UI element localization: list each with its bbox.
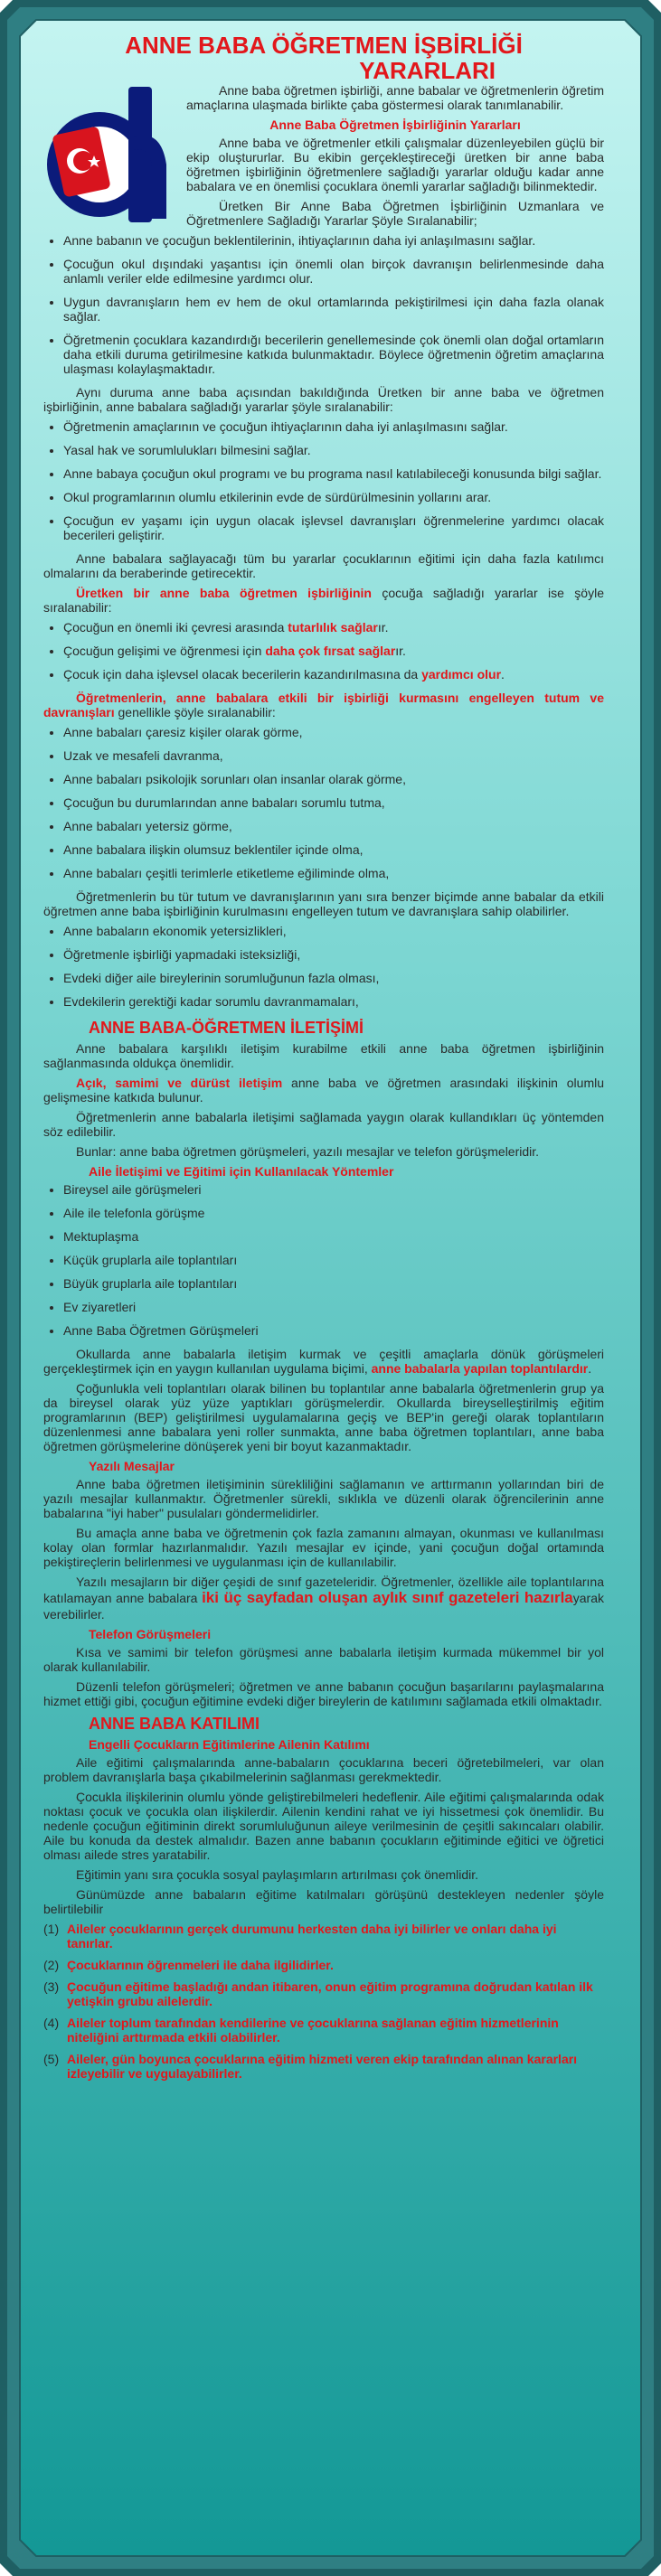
paragraph-10: Öğretmenlerin anne babalarla iletişimi sağlamada yaygın olarak kullandıkları üç yöntemden söz edilebilir. [43, 1110, 604, 1139]
title-line-2: YARARLARI [359, 57, 496, 84]
article [43, 33, 604, 2088]
section-heading-written-messages: Yazılı Mesajlar [89, 1459, 175, 1473]
paragraph-22: Günümüzde anne babaların eğitime katılmaları görüşünü destekleyen nedenler şöyle belirtilebilir [43, 1887, 604, 1916]
list-item: • Okul programlarının olumlu etkilerinin evde de sürdürülmesinin yollarını arar. [63, 490, 604, 504]
reasons-list [43, 1922, 604, 2081]
list-item: • Uzak ve mesafeli davranma, [63, 748, 604, 763]
list-item: • Anne babaları çaresiz kişiler olarak görme, [63, 725, 604, 739]
list-item: • Aile ile telefonla görüşme [63, 1206, 604, 1220]
list-item: • Anne babaları çeşitli terimlerle etiketleme eğiliminde olma, [63, 866, 604, 880]
paragraph-11: Bunlar: anne baba öğretmen görüşmeleri, yazılı mesajlar ve telefon görüşmeleridir. [76, 1144, 540, 1159]
list-item: (1) Aileler çocuklarının gerçek durumunu herkesten daha iyi bilirler ve onları daha iyi tanırlar. [43, 1922, 557, 1951]
paragraph-19: Aile eğitimi çalışmalarında anne-babaların çocuklarına beceri öğretebilmeleri, var olan problem davranışlarla başa çıkabilmelerinin sağlanması gerekmektedir. [43, 1755, 604, 1784]
list-item: • Anne babalara ilişkin olumsuz beklentiler içinde olma, [63, 842, 604, 857]
section-heading-phone-calls: Telefon Görüşmeleri [89, 1627, 212, 1641]
list-item: • Öğretmenin amaçlarının ve çocuğun ihtiyaçlarının daha iyi anlaşılmasını sağlar. [63, 419, 604, 434]
child-benefits-list [43, 620, 604, 682]
list-item: • Evdeki diğer aile bireylerinin sorumluğunun fazla olması, [63, 971, 604, 985]
teacher-benefits-list [43, 233, 604, 376]
list-item: • Yasal hak ve sorumlulukları bilmesini sağlar. [63, 443, 604, 457]
list-item: • Uygun davranışların hem ev hem de okul ortamlarında pekiştirilmesi için daha fazla olanak sağlar. [63, 295, 604, 324]
paragraph-14: Anne baba öğretmen iletişiminin sürekliliğini sağlamanın ve arttırmanın yollarından biri de yazılı mesajlar kullanmaktır. Öğretmenler sürekli, sıklıkla ve düzenli olarak öğrencilerinin anne babalarına "iyi haber" pusulaları göndermelidirler. [43, 1477, 604, 1520]
highlight-text: Öğretmenlerin, anne babalara etkili bir işbirliği kurmasını engelleyen tutum ve davranışları [43, 691, 604, 719]
paragraph-7: Öğretmenlerin bu tür tutum ve davranışlarının yanı sıra benzer biçimde anne babalar da etkili öğretmen anne baba işbirliğinin kurulmasını engelleyen tutum ve davranışlara sahip olabilirler. [43, 889, 604, 918]
list-item: • Evdekilerin gerektiği kadar sorumlu davranmamaları, [63, 994, 604, 1009]
highlight-text: daha çok fırsat sağlar [265, 644, 396, 658]
highlight-text: iki üç sayfadan oluşan aylık sınıf gazeteleri hazırla [202, 1589, 573, 1606]
paragraph-6: Öğretmenlerin, anne babalara etkili bir işbirliği kurmasını engelleyen tutum ve davranışları genellikle şöyle sıralanabilir: [43, 691, 604, 719]
paragraph-16: Yazılı mesajların bir diğer çeşidi de sınıf gazeteleridir. Öğretmenler, özellikle aile toplantılarına katılamayan anne babalara iki üç sayfadan oluşan aylık sınıf gazeteleri hazırlayarak verebilirler. [43, 1575, 604, 1622]
highlight-text: Açık, samimi ve dürüst iletişim [76, 1076, 283, 1090]
list-item: • Öğretmenin çocuklara kazandırdığı becerilerin genellemesinde çok önemli olan doğal ortamların daha etkili duruma getirilmesine katkıda bulunmaktadır. Böylece öğretmenin öğretim amaçlarına ulaşması kolaylaşmaktadır. [63, 333, 604, 376]
list-item: • Mektuplaşma [63, 1229, 604, 1244]
list-item: • Anne babaları yetersiz görme, [63, 819, 604, 833]
paragraph-3: Aynı duruma anne baba açısından bakıldığında Üretken bir anne baba ve öğretmen işbirliğinin, anne babalara sağladığı yararlar şöyle sıralanabilir: [43, 385, 604, 414]
section-heading-benefits: Anne Baba Öğretmen İşbirliğinin Yararları [269, 118, 521, 132]
list-item: • Çocuğun ev yaşamı için uygun olacak işlevsel davranışları öğrenmelerine yardımcı olacak becerileri geliştirir. [63, 513, 604, 542]
list-item: • Anne Baba Öğretmen Görüşmeleri [63, 1323, 604, 1338]
list-item: • Ev ziyaretleri [63, 1300, 604, 1314]
paragraph-15: Bu amaçla anne baba ve öğretmenin çok fazla zamanını almayan, okunması ve kullanılması kolay olan formlar hazırlanmalıdır. Yazılı mesajlar ev içinde, yani çocuğun doğal ortamında pekiştireçlerin belirlenmesi ve uygulanması için de kullanılabilir. [43, 1526, 604, 1569]
paragraph-20: Çocukla ilişkilerinin olumlu yönde geliştirebilmeleri hedeflenir. Aile eğitimi çalışmalarında odak noktası çocuk ve çocukla olan ilişkilerdir. Ailenin kendini rahat ve iyi hissetmesi çok önemlidir. Bu nedenle çocuğun eğitiminin direkt sorumluluğunun aileye verilmesinin de çeşitli sakıncaları olabilir. Aile bu konuda da destek almalıdır. Bazen anne babanın çocukların eğitiminde eğitici ve öğretici olması ailede stres yaratabilir. [43, 1790, 604, 1862]
paragraph-5 [43, 586, 604, 615]
paragraph-18: Düzenli telefon görüşmeleri; öğretmen ve anne babanın çocuğun başarılarını paylaşmalarına hizmet ettiği gibi, çocuğun eğitimine evdeki diğer bireylerin de katılımını sağlamada etkili olmaktadır. [43, 1679, 604, 1708]
list-item: • Anne babaları psikolojik sorunları olan insanlar olarak görme, [63, 772, 604, 786]
intro-paragraph: Anne baba öğretmen işbirliği, anne babalar ve öğretmenlerin öğretim amaçlarına ulaşmada birlikte çaba göstermesi olarak tanımlanabilir. [186, 83, 604, 112]
paragraph-2: Üretken Bir Anne Baba Öğretmen İşbirliğinin Uzmanlara ve Öğretmenlere Sağladığı Yararlar Şöyle Sıralanabilir; [186, 199, 604, 228]
title-line-1: ANNE BABA ÖĞRETMEN İŞBİRLİĞİ [125, 32, 523, 59]
list-item: • Çocuğun okul dışındaki yaşantısı için önemli olan birçok davranışın belirlenmesinde daha anlamlı veriler elde edilmesine yardımcı olur. [63, 257, 604, 286]
section-heading-methods: Aile İletişimi ve Eğitimi için Kullanılacak Yöntemler [89, 1164, 394, 1179]
highlight-text: anne babalarla yapılan toplantılardır [371, 1361, 589, 1376]
list-item: (2) Çocuklarının öğrenmeleri ile daha ilgilidirler. [43, 1958, 334, 1972]
list-item: • Büyük gruplarla aile toplantıları [63, 1276, 604, 1291]
highlight-text: Üretken bir anne baba öğretmen işbirliğinin [76, 586, 372, 600]
paragraph-17: Kısa ve samimi bir telefon görüşmesi anne babalarla iletişim kurmada mükemmel bir yol olarak kullanılabilir. [43, 1645, 604, 1674]
list-item: • Anne babaların ekonomik yetersizlikleri, [63, 924, 604, 938]
highlight-text: tutarlılık sağlar [288, 620, 378, 635]
paragraph-4: Anne babalara sağlayacağı tüm bu yararlar çocuklarının eğitimi için daha fazla katılımcı olmalarını da beraberinde getirecektir. [43, 551, 604, 580]
paragraph-8: Anne babalara karşılıklı iletişim kurabilme etkili anne baba öğretmen işbirliğinin sağlanmasında oldukça önemlidir. [43, 1041, 604, 1070]
list-item: (5) Aileler, gün boyunca çocuklarına eğitim hizmeti veren ekip tarafından alınan kararları izleyebilir ve uygulayabilirler. [43, 2052, 578, 2081]
list-item: • Anne babaya çocuğun okul programı ve bu programa nasıl katılabileceği konusunda bilgi sağlar. [63, 466, 604, 481]
list-item: • Öğretmenle işbirliği yapmadaki isteksizliği, [63, 947, 604, 962]
list-item: (3) Çocuğun eğitime başladığı andan itibaren, onun eğitim programına doğrudan katılan ilk yetişkin grubu ailelerdir. [43, 1979, 593, 2008]
paragraph-12: Okullarda anne babalarla iletişim kurmak ve çeşitli amaçlarla dönük görüşmeleri gerçekleştirmek için en yaygın kullanılan uygulama biçimi, anne babalarla yapılan toplantılardır. [43, 1347, 604, 1376]
list-item: • Küçük gruplarla aile toplantıları [63, 1253, 604, 1267]
paragraph-9: Açık, samimi ve dürüst iletişim anne baba ve öğretmen arasındaki ilişkinin olumlu gelişmesine katkıda bulunur. [43, 1076, 605, 1105]
paragraph-1: Anne baba ve öğretmenler etkili çalışmalar düzenleyebilen güçlü bir ekip oluştururlar. Bu ekibin gerçekleştireceği üretken bir anne baba öğretmen işbirliğinin öğretmenlere sağladığı yararlar olduğu kadar anne babalara ve en önemlisi çocuklara önemli yararlar sağladığı bilinmektedir. [186, 136, 604, 193]
list-item: • Çocuğun en önemli iki çevresi arasında tutarlılık sağlarır. [63, 620, 604, 635]
methods-list [43, 1182, 604, 1338]
paragraph-text: çocuğa sağladığı yararlar ise şöyle sıralanabilir: [43, 586, 604, 615]
teacher-barriers-list [43, 725, 604, 880]
list-item: • Çocuğun bu durumlarından anne babaları sorumlu tutma, [63, 795, 604, 810]
page-title [43, 33, 604, 83]
list-item: (4) Aileler toplum tarafından kendilerine ve çocuklarına sağlanan eğitim hizmetlerinin niteliğini arttırmada etkili olabilirler. [43, 2016, 559, 2045]
list-item: • Çocuk için daha işlevsel olacak becerilerin kazandırılmasına da yardımcı olur. [63, 667, 604, 682]
highlight-text: yardımcı olur [421, 667, 502, 682]
parent-barriers-list [43, 924, 604, 1009]
section-heading-communication: ANNE BABA-ÖĞRETMEN İLETİŞİMİ [89, 1019, 364, 1037]
list-item: • Bireysel aile görüşmeleri [63, 1182, 604, 1197]
list-item: • Anne babanın ve çocuğun beklentilerinin, ihtiyaçlarının daha iyi anlaşılmasını sağlar. [63, 233, 604, 248]
list-item: • Çocuğun gelişimi ve öğrenmesi için daha çok fırsat sağlarır. [63, 644, 604, 658]
oh-logo-icon [43, 83, 170, 228]
paragraph-21: Eğitimin yanı sıra çocukla sosyal paylaşımların artırılması çok önemlidir. [76, 1867, 479, 1882]
section-heading-participation: ANNE BABA KATILIMI [89, 1715, 260, 1733]
parent-benefits-list [43, 419, 604, 542]
paragraph-13: Çoğunlukla veli toplantıları olarak bilinen bu toplantılar anne babalarla öğretmenlerin grup ya da bireysel olarak yüz yüze yaptıkları görüşmelerdir. Okullarda bireyselleştirilmiş eğitim programlarının (BEP) geliştirilmesi uygulamalarına geçiş ve BEP'in gereği olarak toplantıların düzenlenmesi anne babalara yeni roller sunmakta, anne baba öğretmen toplantıları, anne baba öğretmen görüşmelerine dönüşerek yeni bir boyut kazanmaktadır. [43, 1381, 604, 1453]
section-subheading-participation: Engelli Çocukların Eğitimlerine Ailenin Katılımı [89, 1737, 370, 1752]
